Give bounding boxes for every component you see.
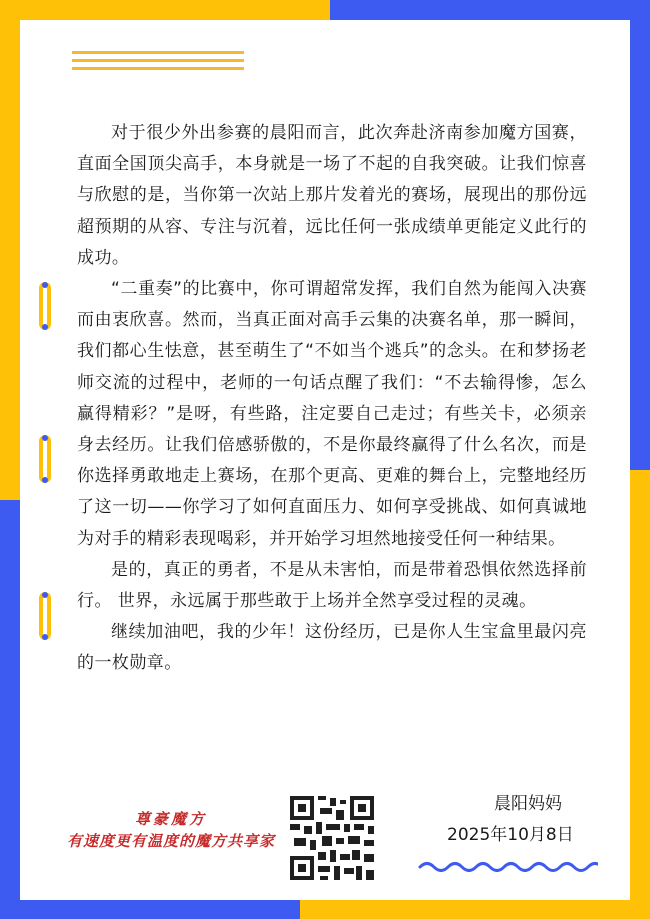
header-stripe bbox=[72, 51, 244, 54]
signature: 晨阳妈妈 bbox=[494, 794, 562, 814]
binder-ring-icon bbox=[39, 592, 51, 640]
wavy-line-icon bbox=[418, 858, 598, 876]
paragraph: 对于很少外出参赛的晨阳而言，此次奔赴济南参加魔方国赛，直面全国顶尖高手，本身就是一场了不起的自我突破。让我们惊喜与欣慰的是，当你第一次站上那片发着光的赛场，展现出的那份远超预期的从容、专注与沉着，远比任何一张成绩单更能定义此行的成功。 bbox=[77, 123, 587, 268]
paragraph: 继续加油吧，我的少年！这份经历，已是你人生宝盒里最闪亮的一枚勋章。 bbox=[77, 622, 587, 674]
binder-ring-icon bbox=[39, 282, 51, 330]
brand-slogan: 有速度更有温度的魔方共享家 bbox=[66, 832, 275, 850]
binder-ring-icon bbox=[39, 435, 51, 483]
letter-date: 2025年10月8日 bbox=[447, 825, 574, 845]
qr-code-icon bbox=[290, 796, 374, 880]
header-stripe bbox=[72, 59, 244, 62]
paragraph: 是的，真正的勇者，不是从未害怕，而是带着恐惧依然选择前行。 世界，永远属于那些敢于上场并全然享受过程的灵魂。 bbox=[77, 559, 587, 612]
header-stripe bbox=[72, 67, 244, 70]
letter-body bbox=[77, 118, 587, 680]
paragraph: “二重奏”的比赛中，你可谓超常发挥，我们自然为能闯入决赛而由衷欣喜。然而，当真正面对高手云集的决赛名单，那一瞬间，我们都心生怯意，甚至萌生了“不如当个逃兵”的念头。在和梦扬老师交流的过程中，老师的一句话点醒了我们：“不去输得惨，怎么赢得精彩？”是呀，有些路，注定要自己走过；有些关卡，必须亲身去经历。让我们倍感骄傲的，不是你最终赢得了什么名次，而是你选择勇敢地走上赛场，在那个更高、更难的舞台上，完整地经历了这一切——你学习了如何直面压力、如何享受挑战、如何真诚地为对手的精彩表现喝彩，并开始学习坦然地接受任何一种结果。 bbox=[77, 279, 587, 549]
brand-name: 尊豪魔方 bbox=[134, 810, 207, 828]
